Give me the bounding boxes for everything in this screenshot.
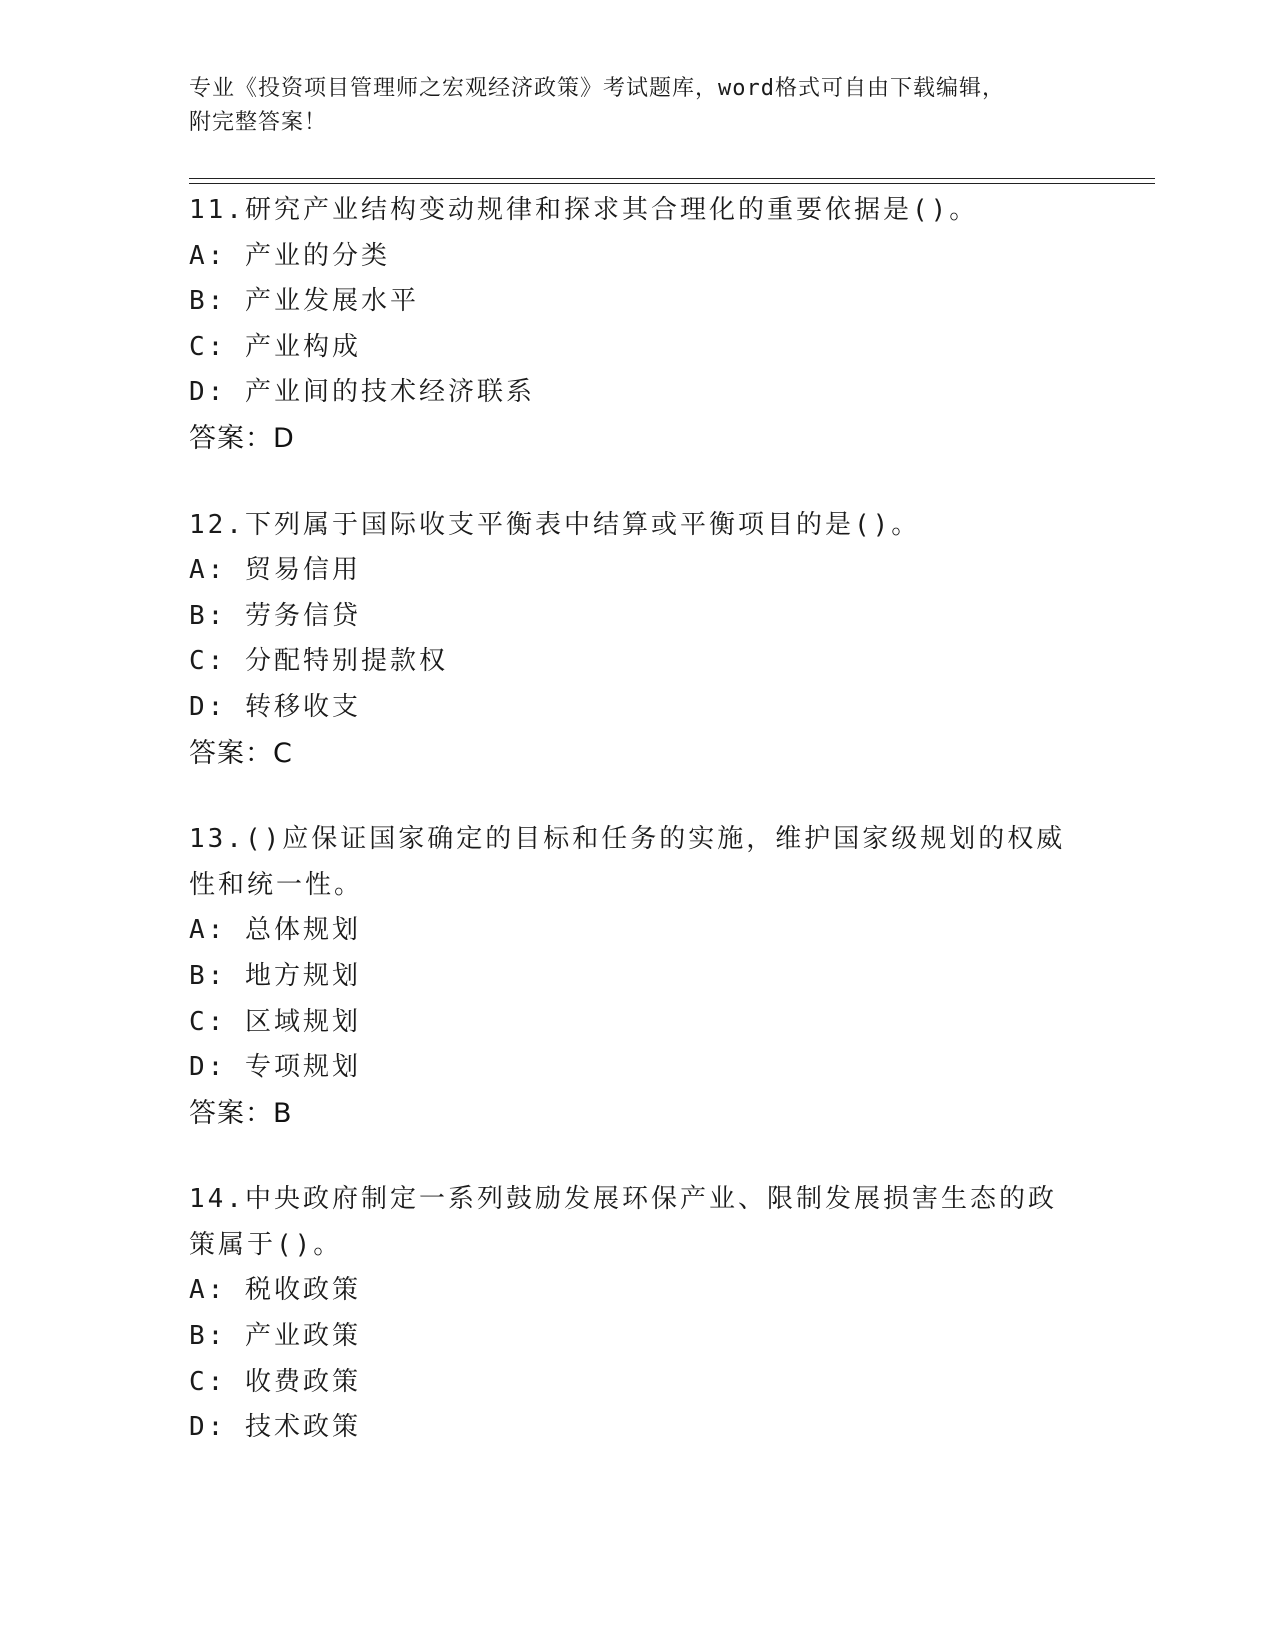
option-d: D: 产业间的技术经济联系 bbox=[189, 377, 535, 408]
question-stem: 11.研究产业结构变动规律和探求其合理化的重要依据是()。 bbox=[189, 195, 979, 225]
option-a: A: 税收政策 bbox=[189, 1275, 361, 1306]
question-stem: 13.()应保证国家确定的目标和任务的实施，维护国家级规划的权威性和统一性。 bbox=[189, 824, 1066, 900]
header-divider-bottom bbox=[189, 183, 1155, 184]
option-a: A: 产业的分类 bbox=[189, 240, 390, 271]
header-line-1: 专业《投资项目管理师之宏观经济政策》考试题库，word格式可自由下载编辑， bbox=[189, 76, 1005, 101]
option-a: A: 总体规划 bbox=[189, 915, 361, 946]
answer-line: 答案：D bbox=[189, 422, 295, 454]
option-b: B: 劳务信贷 bbox=[189, 600, 361, 631]
option-b: B: 产业政策 bbox=[189, 1321, 361, 1352]
option-c: C: 产业构成 bbox=[189, 331, 361, 362]
option-c: C: 分配特别提款权 bbox=[189, 646, 448, 677]
document-header bbox=[189, 72, 1069, 140]
option-a: A: 贸易信用 bbox=[189, 555, 361, 586]
question-list bbox=[189, 188, 1089, 1451]
option-c: C: 区域规划 bbox=[189, 1006, 361, 1037]
answer-line: 答案：C bbox=[189, 737, 293, 769]
question-14 bbox=[189, 1177, 1089, 1451]
question-13 bbox=[189, 817, 1089, 1136]
option-d: D: 转移收支 bbox=[189, 691, 361, 722]
option-b: B: 地方规划 bbox=[189, 960, 361, 991]
question-stem: 12.下列属于国际收支平衡表中结算或平衡项目的是()。 bbox=[189, 509, 921, 540]
option-c: C: 收费政策 bbox=[189, 1366, 361, 1397]
header-line-2: 附完整答案！ bbox=[189, 110, 328, 135]
option-b: B: 产业发展水平 bbox=[189, 286, 419, 317]
option-d: D: 专项规划 bbox=[189, 1052, 361, 1083]
question-stem: 14.中央政府制定一系列鼓励发展环保产业、限制发展损害生态的政策属于()。 bbox=[189, 1184, 1057, 1260]
question-11 bbox=[189, 188, 1089, 462]
option-d: D: 技术政策 bbox=[189, 1412, 361, 1443]
header-divider-top bbox=[189, 178, 1155, 179]
answer-line: 答案：B bbox=[189, 1097, 293, 1129]
question-12 bbox=[189, 503, 1089, 777]
